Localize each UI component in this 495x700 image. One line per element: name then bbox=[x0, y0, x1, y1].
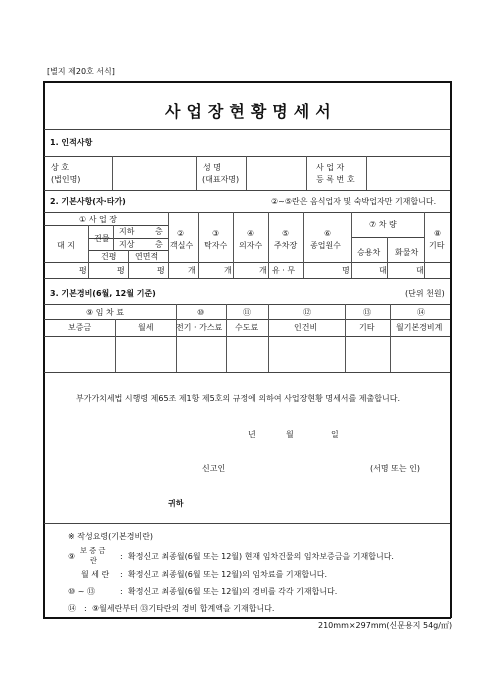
col-4-num: ④ bbox=[247, 229, 255, 238]
underground-label: 지하 bbox=[119, 227, 135, 236]
section-3-unit: (단위 천원) bbox=[405, 289, 445, 298]
employees-label: 종업원수 bbox=[310, 241, 341, 250]
section-3-header: 3. 기본경비(6월, 12월 기준) bbox=[50, 289, 156, 298]
corp-name-label: (법인명) bbox=[51, 175, 81, 184]
col-8-num: ⑧ bbox=[434, 229, 442, 238]
deposit-label: 보증금 bbox=[68, 323, 92, 332]
water-label: 수도료 bbox=[235, 323, 259, 332]
recipient-label: 귀하 bbox=[168, 499, 184, 508]
underground-floor-unit: 층 bbox=[155, 227, 163, 236]
col-5-num: ⑤ bbox=[282, 229, 290, 238]
col-10-num: ⑩ bbox=[197, 308, 205, 317]
col-14-num: ⑭ bbox=[417, 308, 425, 317]
note-2-colon: : bbox=[120, 570, 123, 579]
col-13-num: ⑬ bbox=[363, 308, 371, 317]
col-12-num: ⑫ bbox=[303, 308, 311, 317]
note-1-label-sub: 란 bbox=[90, 556, 97, 565]
chairs-label: 의자수 bbox=[239, 241, 263, 250]
document-title: 사업장현황명세서 bbox=[165, 102, 337, 121]
land-label: 대 지 bbox=[57, 241, 75, 250]
section-2-header: 2. 기본사항(자·타가) bbox=[50, 197, 126, 206]
reporter-label: 신고인 bbox=[202, 464, 226, 473]
form-number: [별지 제20호 서식] bbox=[47, 67, 115, 76]
employees-unit: 명 bbox=[342, 266, 350, 275]
note-3-colon: : bbox=[120, 587, 123, 596]
chairs-unit: 개 bbox=[259, 266, 267, 275]
parking-label: 주차장 bbox=[274, 241, 298, 250]
above-floor-unit: 층 bbox=[155, 240, 163, 249]
bldg-area-unit: 평 bbox=[117, 266, 125, 275]
instructions-title: ※ 작성요령(기본경비란) bbox=[68, 532, 154, 541]
note-2-label: 월 세 란 bbox=[81, 570, 110, 579]
section-1-header: 1. 인적사항 bbox=[50, 138, 93, 147]
statement-text: 부가가치세법 시행령 제65조 제1항 제5호의 규정에 의하여 사업장현황 명세서를 제출합니다. bbox=[76, 394, 400, 403]
other-expense-label: 기타 bbox=[359, 323, 375, 332]
note-1-colon: : bbox=[120, 552, 123, 561]
col-6-num: ⑥ bbox=[324, 229, 332, 238]
parking-unit: 유 · 무 bbox=[272, 266, 296, 275]
passenger-car-label: 승용차 bbox=[357, 248, 381, 257]
section-2-note: ②~⑤란은 음식업자 및 숙박업자만 기재합니다. bbox=[271, 197, 437, 206]
note-3-text: 확정신고 최종월(6월 또는 12월)의 경비를 각각 기재합니다. bbox=[128, 587, 338, 596]
total-area-unit: 평 bbox=[157, 266, 165, 275]
note-4-label: ⑭ bbox=[68, 604, 76, 613]
rep-name-sub: (대표자명) bbox=[202, 175, 240, 184]
note-1-mark: ⑨ bbox=[68, 552, 76, 561]
total-area-label: 연면적 bbox=[135, 252, 159, 261]
date-day: 일 bbox=[331, 430, 339, 439]
vehicles-label: ⑦ 차 량 bbox=[369, 220, 397, 229]
paper-spec: 210mm×297mm(신문용지 54g/㎡) bbox=[318, 621, 453, 630]
date-year: 년 bbox=[248, 430, 256, 439]
note-2-text: 확정신고 최종월(6월 또는 12월)의 임차료를 기재합니다. bbox=[128, 570, 328, 579]
utilities-label: 전기 · 가스료 bbox=[176, 323, 223, 332]
tables-unit: 개 bbox=[224, 266, 232, 275]
rent-label: ⑨ 임 차 료 bbox=[86, 308, 124, 317]
building-label: 건물 bbox=[94, 234, 110, 243]
rooms-label: 객실수 bbox=[170, 241, 194, 250]
monthly-rent-label: 월세 bbox=[138, 323, 154, 332]
building-area-label: 건평 bbox=[101, 252, 117, 261]
note-4-colon: : bbox=[84, 604, 87, 613]
tables-label: 탁자수 bbox=[204, 241, 228, 250]
note-3-label: ⑩ ~ ⑬ bbox=[68, 587, 95, 596]
truck-unit: 대 bbox=[416, 266, 424, 275]
signature-label: (서명 또는 인) bbox=[370, 464, 420, 473]
monthly-total-label: 월기본경비계 bbox=[396, 323, 443, 332]
col-3-num: ③ bbox=[212, 229, 220, 238]
rooms-unit: 개 bbox=[188, 266, 196, 275]
passenger-car-unit: 대 bbox=[379, 266, 387, 275]
date-month: 월 bbox=[286, 430, 294, 439]
truck-label: 화물차 bbox=[395, 248, 419, 257]
bizno-label: 사 업 자 bbox=[316, 163, 345, 172]
rep-name-label: 성 명 bbox=[203, 163, 221, 172]
trade-name-label: 상 호 bbox=[51, 163, 69, 172]
bizno-sub: 등 록 번 호 bbox=[316, 175, 355, 184]
note-1-label: 보 증 금 bbox=[80, 546, 106, 555]
col-11-num: ⑪ bbox=[243, 308, 251, 317]
note-4-text: ⑨월세란부터 ⑬기타란의 경비 합계액을 기재합니다. bbox=[92, 604, 275, 613]
col-2-num: ② bbox=[177, 229, 185, 238]
above-ground-label: 지상 bbox=[119, 240, 135, 249]
site-label: ① 사 업 장 bbox=[79, 215, 117, 224]
labor-label: 인건비 bbox=[294, 323, 318, 332]
other-label: 기타 bbox=[429, 241, 445, 250]
land-unit: 평 bbox=[79, 266, 87, 275]
note-1-text: 확정신고 최종월(6월 또는 12월) 현재 임차건물의 임차보증금을 기재합니다. bbox=[128, 552, 394, 561]
